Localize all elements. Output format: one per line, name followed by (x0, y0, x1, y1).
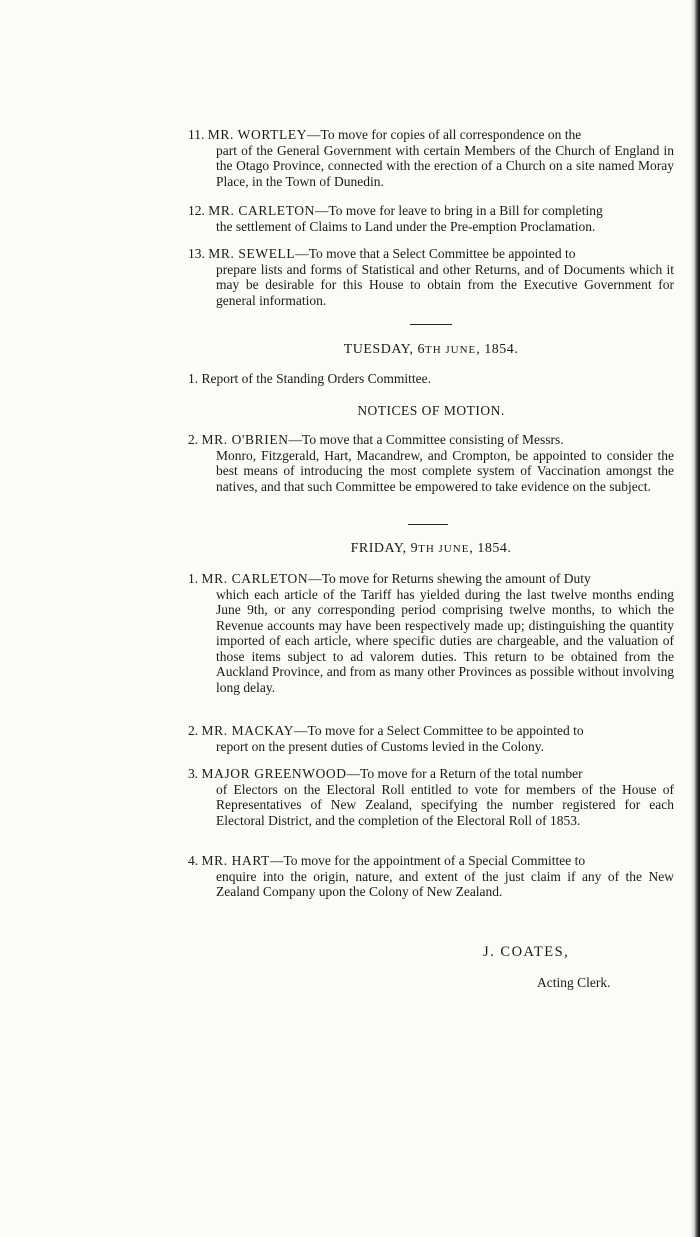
motion-item-greenwood (188, 766, 674, 828)
motion-text-first: —To move for a Select Committee to be appointed to (294, 723, 584, 738)
motion-text: prepare lists and forms of Statistical and other Returns, and of Documents which it may be desirable for this House to obtain from the Executive Government for general information. (216, 261, 674, 308)
member-name: MR. CARLETON (201, 571, 309, 586)
motion-text: Monro, Fitzgerald, Hart, Macandrew, and Crompton, be appointed to consider the best means of introducing the most complete system of Vaccination amongst the natives, and that such Committee be empowered to take evidence on the subject. (216, 447, 674, 494)
motion-text-first: —To move for Returns shewing the amount of Duty (308, 571, 591, 586)
motion-text-first: —To move that a Select Committee be appointed to (295, 246, 576, 261)
member-name: MR. MACKAY (201, 723, 295, 738)
item-number: 1. (188, 571, 199, 586)
motion-item-11 (188, 127, 674, 189)
member-name: MR. HART (201, 853, 270, 868)
motion-item-hart (188, 853, 674, 900)
motion-text: report on the present duties of Customs levied in the Colony. (216, 738, 544, 754)
member-name: MAJOR GREENWOOD (201, 766, 347, 781)
motion-item-mackay (188, 723, 674, 754)
section-divider (410, 324, 452, 325)
item-number: 2. (188, 723, 199, 738)
item-number: 12. (188, 203, 205, 218)
motion-text: of Electors on the Electoral Roll entitled to vote for members of the House of Representatives of New Zealand, specifying the number registered for each Electoral District, and the completion of the Electoral Roll of 1853. (216, 781, 674, 828)
item-number: 13. (188, 246, 205, 261)
page-edge-shadow (690, 0, 700, 1237)
friday-heading: FRIDAY, 9TH JUNE, 1854. (350, 541, 512, 556)
tuesday-heading: TUESDAY, 6TH JUNE, 1854. (343, 342, 519, 357)
motion-text-first: —To move for the appointment of a Special Committee to (270, 853, 586, 868)
member-name: MR. CARLETON (208, 203, 315, 218)
motion-item-obrien (188, 432, 674, 494)
motion-text-first: —To move for a Return of the total number (346, 766, 583, 781)
motion-text-first: —To move for leave to bring in a Bill for completing (314, 203, 603, 218)
motion-text: enquire into the origin, nature, and extent of the just claim if any of the New Zealand Company upon the Colony of New Zealand. (216, 868, 674, 899)
motion-text-first: —To move for copies of all correspondence on the (307, 127, 582, 142)
motion-item-12 (188, 203, 674, 234)
member-name: MR. WORTLEY (207, 127, 308, 142)
signature-title: Acting Clerk. (537, 975, 611, 990)
member-name: MR. O'BRIEN (201, 432, 289, 447)
motion-item-carleton-returns (188, 571, 674, 695)
motion-text: which each article of the Tariff has yielded during the last twelve months ending June 9th, or any corresponding period comprising twelve months, to which the Revenue accounts may have been respectively made up; distinguishing the quantity imported of each article, where specific duties are chargeable, and the valuation of those items subject to ad valorem duties. This return to be obtained from the Auckland Province, and from as many other Provinces as possible without involving long delay. (216, 586, 674, 695)
member-name: MR. SEWELL (208, 246, 296, 261)
item-number: 3. (188, 766, 199, 781)
signature-name: J. COATES, (483, 944, 570, 960)
motion-text: part of the General Government with certain Members of the Church of England in the Otago Province, connected with the erection of a Church on a site named Moray Place, in the Town of Dunedin. (216, 142, 674, 189)
motion-text-first: —To move that a Committee consisting of Messrs. (288, 432, 564, 447)
item-number: 2. (188, 432, 199, 447)
item-number: 4. (188, 853, 199, 868)
section-divider (408, 524, 448, 525)
motion-text: the settlement of Claims to Land under the Pre-emption Proclamation. (216, 218, 596, 234)
order-of-day-item: 1. Report of the Standing Orders Committee. (188, 371, 431, 386)
item-number: 11. (188, 127, 205, 142)
notices-heading: NOTICES OF MOTION. (357, 403, 505, 418)
motion-item-13 (188, 246, 674, 308)
